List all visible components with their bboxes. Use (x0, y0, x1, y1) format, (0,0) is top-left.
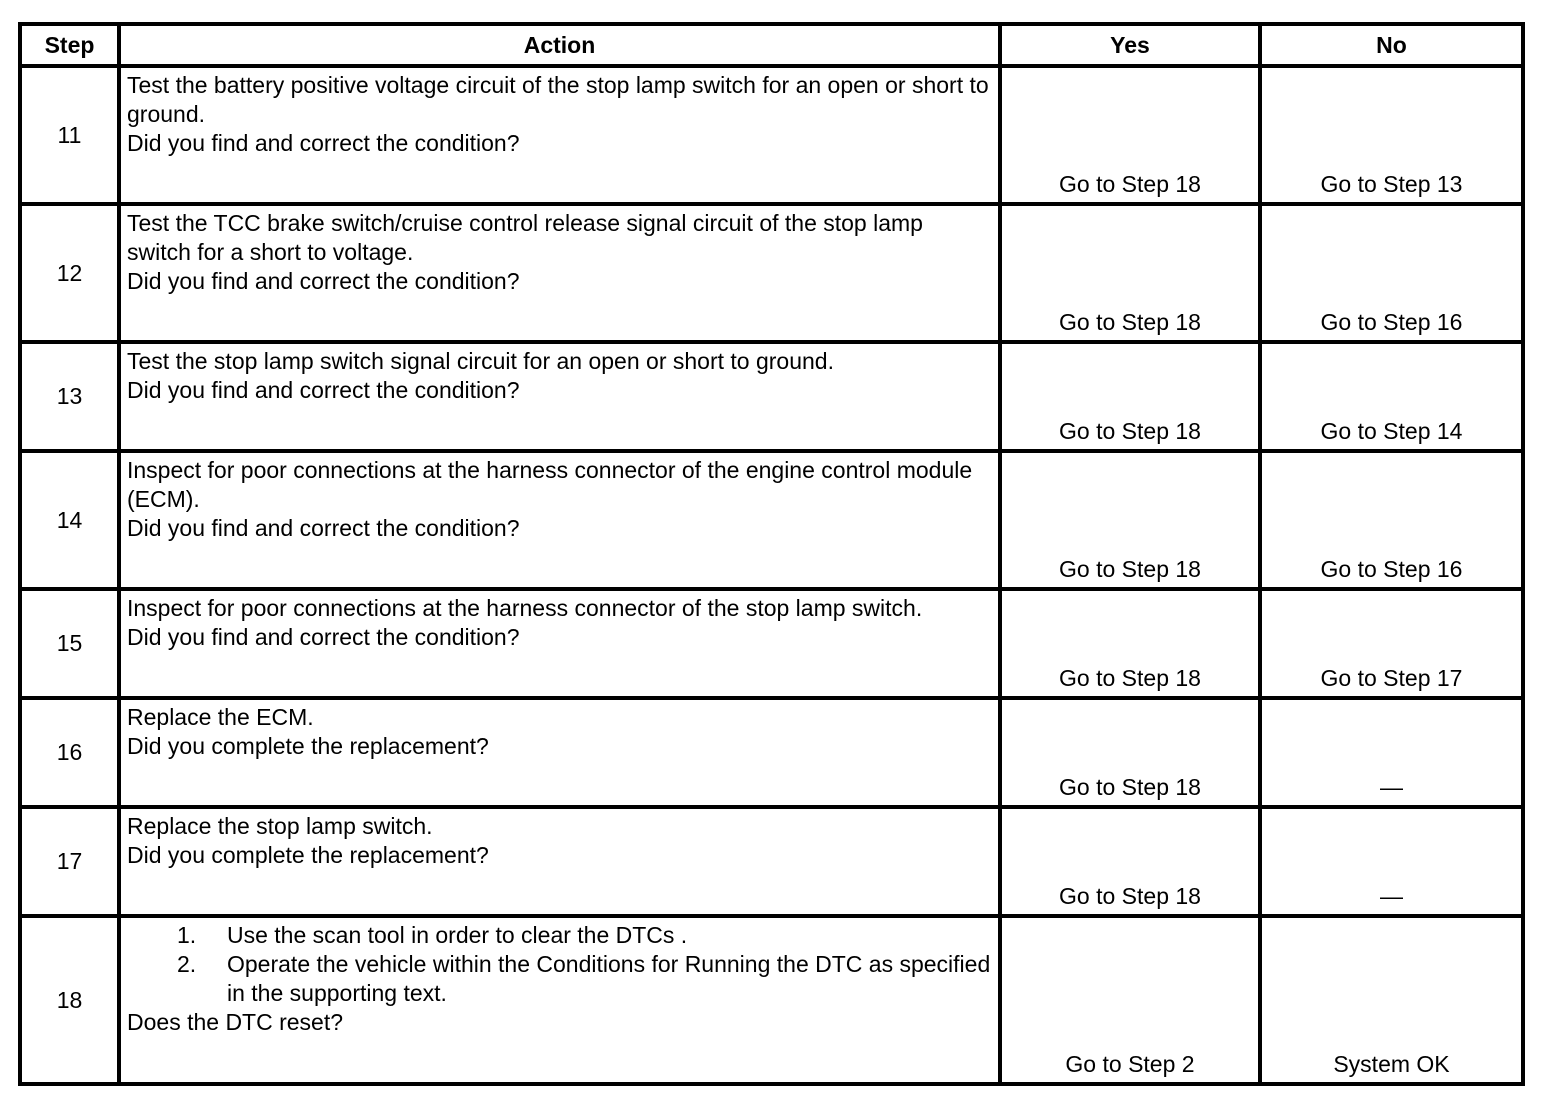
substep-item (177, 950, 992, 1008)
yes-result: Go to Step 18 (1000, 204, 1260, 342)
action-question: Did you find and correct the condition? (127, 515, 520, 541)
step-number: 13 (20, 342, 119, 451)
no-result: Go to Step 14 (1260, 342, 1523, 451)
yes-result: Go to Step 2 (1000, 916, 1260, 1084)
yes-result: Go to Step 18 (1000, 342, 1260, 451)
header-step: Step (20, 24, 119, 66)
yes-result: Go to Step 18 (1000, 589, 1260, 698)
action-cell (119, 342, 1000, 451)
yes-result: Go to Step 18 (1000, 807, 1260, 916)
action-question: Did you complete the replacement? (127, 733, 489, 759)
table-row (20, 698, 1523, 807)
table-row (20, 342, 1523, 451)
action-cell (119, 66, 1000, 204)
table-row (20, 807, 1523, 916)
action-text: Test the stop lamp switch signal circuit for an open or short to ground. (127, 348, 834, 374)
step-number: 11 (20, 66, 119, 204)
step-number: 18 (20, 916, 119, 1084)
step-number: 12 (20, 204, 119, 342)
action-text: Test the TCC brake switch/cruise control release signal circuit of the stop lamp switch for a short to voltage. (127, 210, 923, 265)
action-cell (119, 807, 1000, 916)
substep-item (177, 921, 992, 950)
substep-list (127, 921, 992, 1008)
header-row (20, 24, 1523, 66)
substep-text: Use the scan tool in order to clear the DTCs . (227, 922, 688, 948)
table-row (20, 589, 1523, 698)
table-row (20, 451, 1523, 589)
action-question: Did you complete the replacement? (127, 842, 489, 868)
step-number: 15 (20, 589, 119, 698)
action-cell (119, 204, 1000, 342)
action-cell (119, 698, 1000, 807)
action-question: Did you find and correct the condition? (127, 130, 520, 156)
substep-text: Operate the vehicle within the Conditions for Running the DTC as specified in the supporting text. (227, 951, 991, 1006)
action-question: Did you find and correct the condition? (127, 624, 520, 650)
substep-number: 2. (177, 951, 197, 977)
step-number: 17 (20, 807, 119, 916)
no-result: System OK (1260, 916, 1523, 1084)
action-text: Test the battery positive voltage circuit of the stop lamp switch for an open or short to ground. (127, 72, 989, 127)
yes-result: Go to Step 18 (1000, 451, 1260, 589)
action-cell (119, 451, 1000, 589)
yes-result: Go to Step 18 (1000, 66, 1260, 204)
diagnostic-table (18, 22, 1525, 1086)
step-number: 16 (20, 698, 119, 807)
action-cell (119, 916, 1000, 1084)
substep-number: 1. (177, 922, 197, 948)
action-text: Replace the stop lamp switch. (127, 813, 433, 839)
header-yes: Yes (1000, 24, 1260, 66)
action-text: Inspect for poor connections at the harness connector of the engine control module (ECM). (127, 457, 973, 512)
no-result: — (1260, 698, 1523, 807)
action-cell (119, 589, 1000, 698)
table-row (20, 204, 1523, 342)
action-question: Does the DTC reset? (127, 1009, 344, 1035)
action-text: Replace the ECM. (127, 704, 314, 730)
no-result: Go to Step 17 (1260, 589, 1523, 698)
action-question: Did you find and correct the condition? (127, 268, 520, 294)
table-row (20, 66, 1523, 204)
header-action: Action (119, 24, 1000, 66)
no-result: — (1260, 807, 1523, 916)
no-result: Go to Step 13 (1260, 66, 1523, 204)
no-result: Go to Step 16 (1260, 204, 1523, 342)
no-result: Go to Step 16 (1260, 451, 1523, 589)
yes-result: Go to Step 18 (1000, 698, 1260, 807)
table-row (20, 916, 1523, 1084)
header-no: No (1260, 24, 1523, 66)
step-number: 14 (20, 451, 119, 589)
action-text: Inspect for poor connections at the harness connector of the stop lamp switch. (127, 595, 923, 621)
action-question: Did you find and correct the condition? (127, 377, 520, 403)
